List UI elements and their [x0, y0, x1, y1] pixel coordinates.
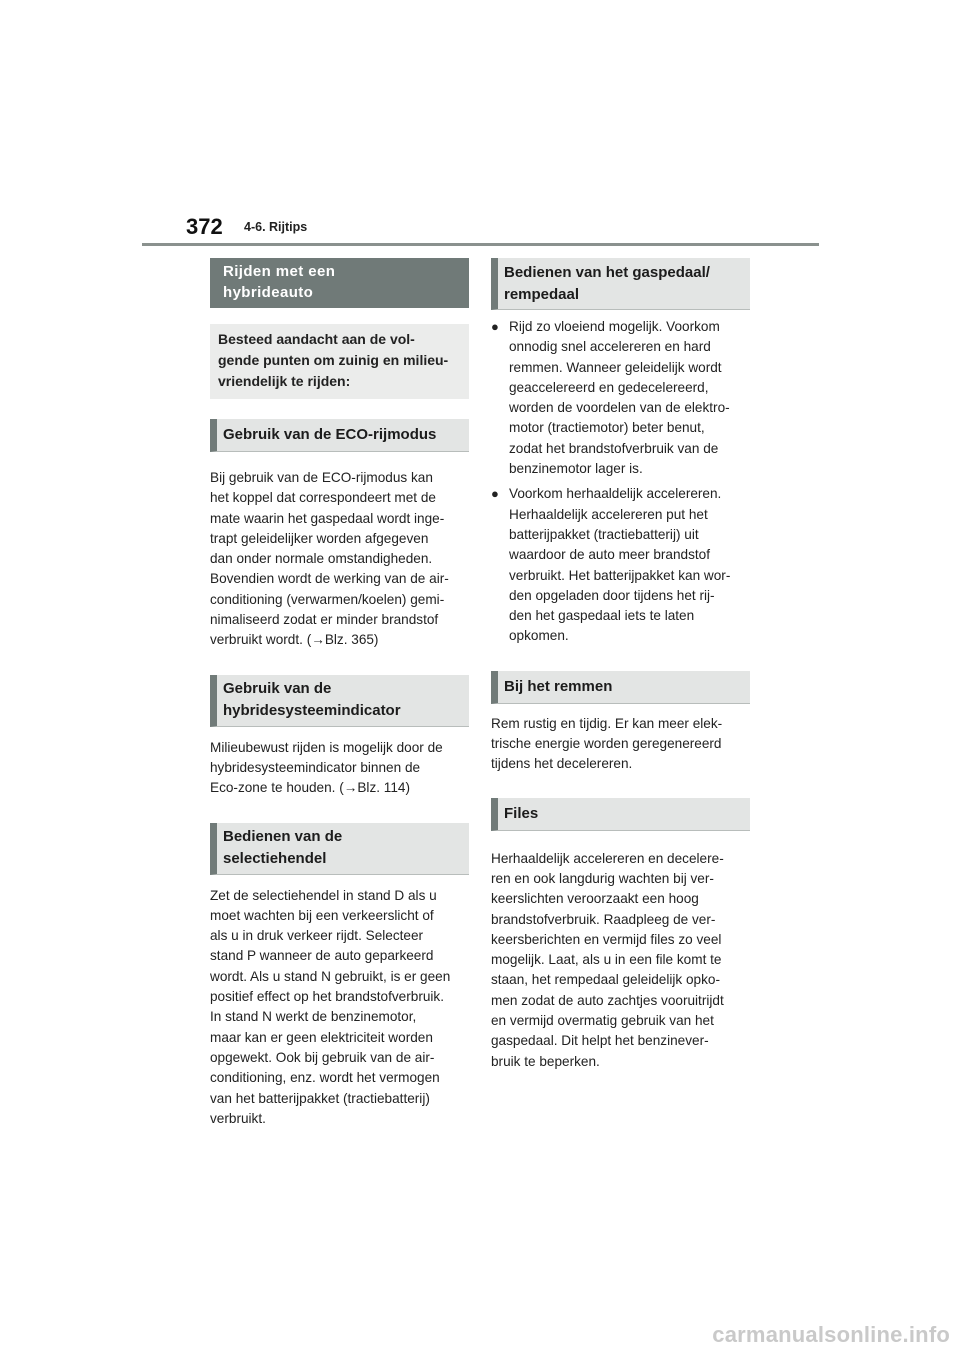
- list-item: [491, 317, 750, 479]
- bullet-icon: ●: [491, 486, 499, 502]
- subheading-text: Files: [504, 804, 539, 822]
- left-column: [210, 258, 469, 1129]
- list-item: [491, 484, 750, 646]
- subheading-pedals: [491, 258, 750, 310]
- selector-lever-text: Zet de selectiehendel in stand D als u moet wachten bij een verkeerslicht of als u in druk verkeer rijdt. Selecteer stand P wanneer de auto geparkeerd wordt. Als u stand N gebruikt, is er geen positief effect op het brandstofverbruik. In stand N werkt de benzinemotor, maar kan er geen elektriciteit worden opgewekt. Ook bij gebruik van de air- conditioning, enz. wordt het vermogen van het batterijpakket (tractiebatterij) verbruikt.: [210, 887, 451, 1126]
- subheading-text: Bij het remmen: [504, 677, 613, 695]
- bullet-text: Rijd zo vloeiend mogelijk. Voorkom onnodig snel accelereren en hard remmen. Wanneer geleidelijk wordt geaccelereerd en gedecelereerd, worden de voordelen van de elektro- motor (tractiemotor) beter benut, zodat het brandstofverbruik van de benzinemotor lager is.: [509, 319, 730, 477]
- intro-text: Besteed aandacht aan de vol- gende punten om zuinig en milieu- vriendelijk te rijden:: [218, 331, 449, 389]
- braking-text: Rem rustig en tijdig. Er kan meer elek- trische energie worden geregenereerd tijdens het decelereren.: [491, 715, 723, 772]
- subheading-text: Gebruik van de hybridesysteemindicator: [223, 680, 401, 720]
- bullet-icon: ●: [491, 319, 499, 334]
- subheading-text: Bedienen van de selectiehendel: [223, 828, 343, 868]
- subheading-text: Gebruik van de ECO-rijmodus: [223, 426, 437, 443]
- page-number: 372: [186, 214, 223, 239]
- hybrid-indicator-text: Milieubewust rijden is mogelijk door de hybridesysteemindicator binnen de Eco-zone te houden. (→Blz. 114): [210, 739, 443, 796]
- right-column: [491, 258, 750, 1072]
- subheading-text: Bedienen van het gaspedaal/ rempedaal: [504, 263, 710, 303]
- traffic-jams-text: Herhaaldelijk accelereren en decelere- ren en ook langdurig wachten bij ver- keerslichten veroorzaakt een hoog brandstofverbruik. Raadpleeg de ver- keersberichten en vermijd files zo veel mogelijk. Laat, als u in een file komt te staan, het rempedaal geleidelijk opko- men zodat de auto zachtjes vooruitrijdt en vermijd overmatig gebruik van het gaspedaal. Dit helpt het benzinever- bruik te beperken.: [491, 850, 724, 1069]
- subheading-braking: [491, 671, 750, 704]
- watermark: carmanualsonline.info: [712, 1322, 950, 1347]
- subheading-hybrid-indicator: [210, 675, 469, 727]
- section-label: 4-6. Rijtips: [244, 220, 308, 234]
- chapter-title-box: [210, 258, 469, 308]
- subheading-selector-lever: [210, 823, 469, 875]
- intro-box: [210, 324, 469, 399]
- header-rule: [142, 243, 819, 246]
- bullet-text: Voorkom herhaaldelijk accelereren. Herhaaldelijk accelereren put het batterijpakket (tractiebatterij) uit waardoor de auto meer brandstof verbruikt. Het batterijpakket kan wor- den opgeladen door tijdens het rij- den het gaspedaal iets te laten opkomen.: [509, 486, 731, 644]
- subheading-eco-mode: [210, 419, 469, 452]
- eco-mode-text: Bij gebruik van de ECO-rijmodus kan het koppel dat correspondeert met de mate waarin het gaspedaal wordt inge- trapt geleidelijker worden afgegeven dan onder normale omstandigheden. Bovendien wordt de werking van de air- conditioning (verwarmen/koelen) gemi- nimaliseerd zodat er minder brandstof verbruikt wordt. (→Blz. 365): [210, 470, 449, 648]
- subheading-traffic-jams: [491, 798, 750, 831]
- chapter-title: Rijden met een hybrideauto: [223, 263, 336, 301]
